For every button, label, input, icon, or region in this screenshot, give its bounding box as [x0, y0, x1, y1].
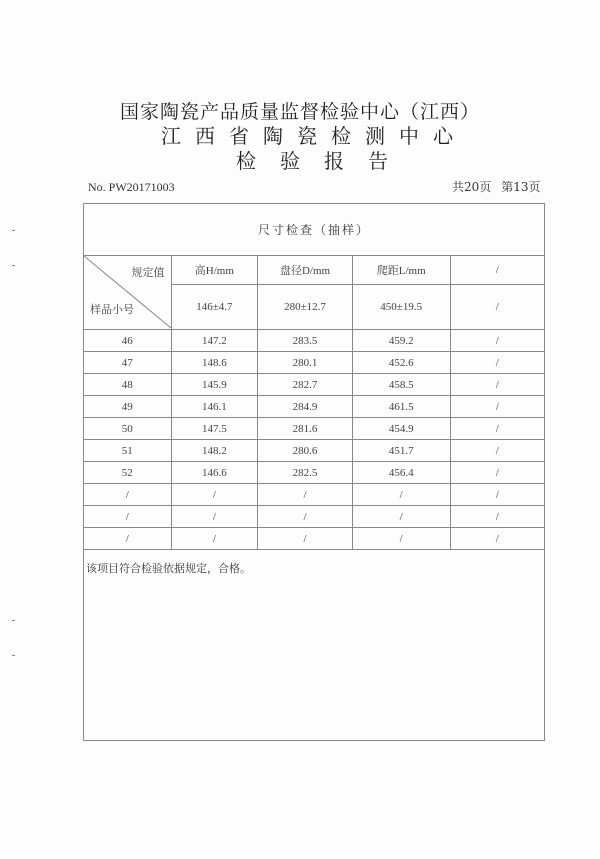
- corner-bottom-label: 样品小号: [90, 304, 134, 316]
- measurement-cell: 456.4: [352, 462, 450, 484]
- measurement-cell: /: [450, 462, 544, 484]
- measurement-cell: 284.9: [258, 396, 353, 418]
- measurement-cell: /: [352, 528, 450, 550]
- measurement-cell: /: [258, 528, 353, 550]
- measurement-cell: 282.5: [258, 462, 353, 484]
- measurement-cell: /: [450, 528, 544, 550]
- measurement-cell: 145.9: [171, 374, 258, 396]
- measurement-cell: /: [258, 506, 353, 528]
- measurement-cell: 283.5: [258, 330, 353, 352]
- measurement-cell: 281.6: [258, 418, 353, 440]
- report-number: No. PW20171003: [88, 180, 175, 194]
- margin-mark: [12, 620, 15, 621]
- measurement-cell: 451.7: [352, 440, 450, 462]
- column-header: 爬距L/mm: [352, 256, 450, 285]
- table-row: [84, 330, 545, 352]
- conclusion-text: 该项目符合检验依据规定，合格。: [86, 562, 251, 575]
- table-row: [84, 506, 545, 528]
- margin-mark: [12, 265, 15, 266]
- measurement-cell: 458.5: [352, 374, 450, 396]
- measurement-cell: /: [352, 484, 450, 506]
- measurement-cell: /: [450, 506, 544, 528]
- spec-value: 450±19.5: [352, 285, 450, 330]
- sample-number: /: [84, 528, 172, 550]
- measurement-cell: 148.6: [171, 352, 258, 374]
- corner-cell: [84, 256, 172, 330]
- measurement-cell: /: [352, 506, 450, 528]
- measurement-cell: 147.5: [171, 418, 258, 440]
- column-header: /: [450, 256, 544, 285]
- measurement-cell: /: [450, 484, 544, 506]
- page-total: 共20页: [452, 180, 492, 194]
- measurement-cell: /: [171, 528, 258, 550]
- measurement-cell: 146.1: [171, 396, 258, 418]
- measurement-cell: 282.7: [258, 374, 353, 396]
- corner-top-label: 规定值: [131, 267, 165, 279]
- sample-number: /: [84, 506, 172, 528]
- sample-number: 51: [84, 440, 172, 462]
- report-title: 检验报告: [236, 149, 412, 173]
- measurement-cell: 461.5: [352, 396, 450, 418]
- column-header: 盘径D/mm: [258, 256, 353, 285]
- measurement-cell: /: [450, 374, 544, 396]
- measurement-cell: /: [450, 330, 544, 352]
- measurement-cell: /: [171, 506, 258, 528]
- org-title: 国家陶瓷产品质量监督检验中心（江西）: [119, 101, 480, 123]
- measurement-cell: /: [450, 440, 544, 462]
- measurement-cell: /: [258, 484, 353, 506]
- table-row: [84, 484, 545, 506]
- dimension-table: [83, 203, 545, 550]
- spec-value: 280±12.7: [258, 285, 353, 330]
- measurement-cell: 459.2: [352, 330, 450, 352]
- measurement-cell: 147.2: [171, 330, 258, 352]
- table-row: [84, 396, 545, 418]
- sample-number: 50: [84, 418, 172, 440]
- measurement-cell: 454.9: [352, 418, 450, 440]
- measurement-cell: 148.2: [171, 440, 258, 462]
- table-row: [84, 462, 545, 484]
- table-row: [84, 528, 545, 550]
- sample-number: 46: [84, 330, 172, 352]
- measurement-cell: /: [171, 484, 258, 506]
- table-row: [84, 352, 545, 374]
- sample-number: 48: [84, 374, 172, 396]
- page-info: [452, 178, 541, 195]
- spec-value: /: [450, 285, 544, 330]
- margin-mark: [12, 655, 15, 656]
- column-header: 高H/mm: [171, 256, 258, 285]
- measurement-cell: 280.1: [258, 352, 353, 374]
- measurement-cell: /: [450, 396, 544, 418]
- table-row: [84, 418, 545, 440]
- table-row: [84, 374, 545, 396]
- sample-number: 52: [84, 462, 172, 484]
- measurement-cell: 452.6: [352, 352, 450, 374]
- sample-number: 47: [84, 352, 172, 374]
- table-row: [84, 440, 545, 462]
- table-caption: 尺寸检查（抽样）: [84, 204, 545, 256]
- sample-number: /: [84, 484, 172, 506]
- measurement-cell: /: [450, 352, 544, 374]
- center-title: 江西省陶瓷检测中心: [161, 124, 467, 148]
- page-current: 第13页: [501, 180, 541, 194]
- margin-mark: [12, 230, 15, 231]
- spec-value: 146±4.7: [171, 285, 258, 330]
- measurement-cell: /: [450, 418, 544, 440]
- measurement-cell: 146.6: [171, 462, 258, 484]
- measurement-cell: 280.6: [258, 440, 353, 462]
- sample-number: 49: [84, 396, 172, 418]
